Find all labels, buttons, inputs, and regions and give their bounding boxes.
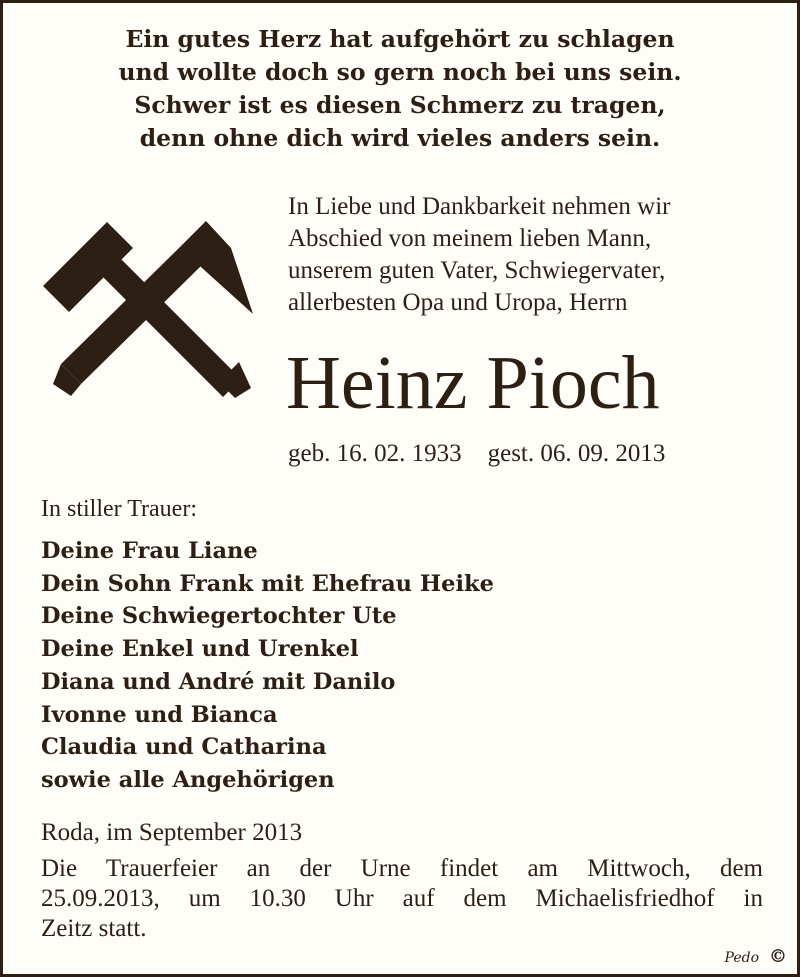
intro-line: Abschied von meinem lieben Mann,: [288, 225, 652, 252]
mourner-line: Claudia und Catharina: [41, 734, 327, 761]
credit: [725, 947, 787, 968]
mourner-line: Deine Schwiegertochter Ute: [41, 603, 397, 630]
life-dates: [288, 438, 665, 470]
poem-line: Ein gutes Herz hat aufgehört zu schlagen: [125, 25, 675, 53]
intro-line: allerbesten Opa und Uropa, Herrn: [288, 289, 628, 316]
poem-line: Schwer ist es diesen Schmerz zu tragen,: [134, 91, 666, 119]
mourner-line: sowie alle Angehörigen: [41, 766, 335, 793]
poem-line: denn ohne dich wird vieles anders sein.: [139, 124, 661, 152]
mourning-intro: In stiller Trauer:: [41, 496, 197, 522]
poem: [3, 23, 797, 155]
intro-text: [288, 191, 671, 319]
death-date: gest. 06. 09. 2013: [487, 440, 666, 467]
intro-line: In Liebe und Dankbarkeit nehmen wir: [288, 193, 671, 220]
funeral-info: [41, 854, 763, 944]
place-and-date: Roda, im September 2013: [41, 819, 303, 846]
mourner-line: Diana und André mit Danilo: [41, 668, 396, 695]
copyright-icon: ©: [769, 946, 787, 967]
deceased-name: Heinz Pioch: [286, 341, 660, 425]
hammer-and-pick-icon: [41, 218, 257, 398]
funeral-line: 25.09.2013, um 10.30 Uhr auf dem Michaelisfriedhof in: [41, 885, 763, 912]
funeral-line: Zeitz statt.: [41, 915, 147, 942]
mourner-line: Dein Sohn Frank mit Ehefrau Heike: [41, 570, 494, 597]
poem-line: und wollte doch so gern noch bei uns sein.: [118, 58, 682, 86]
mourner-line: Ivonne und Bianca: [41, 701, 278, 728]
funeral-line: Die Trauerfeier an der Urne findet am Mittwoch, dem: [41, 855, 763, 882]
mourner-line: Deine Enkel und Urenkel: [41, 636, 359, 663]
mourners-list: [41, 535, 494, 797]
birth-date: geb. 16. 02. 1933: [288, 440, 462, 467]
designer-signature: Pedo: [724, 950, 759, 966]
intro-line: unserem guten Vater, Schwiegervater,: [288, 257, 666, 284]
mourner-line: Deine Frau Liane: [41, 538, 258, 564]
